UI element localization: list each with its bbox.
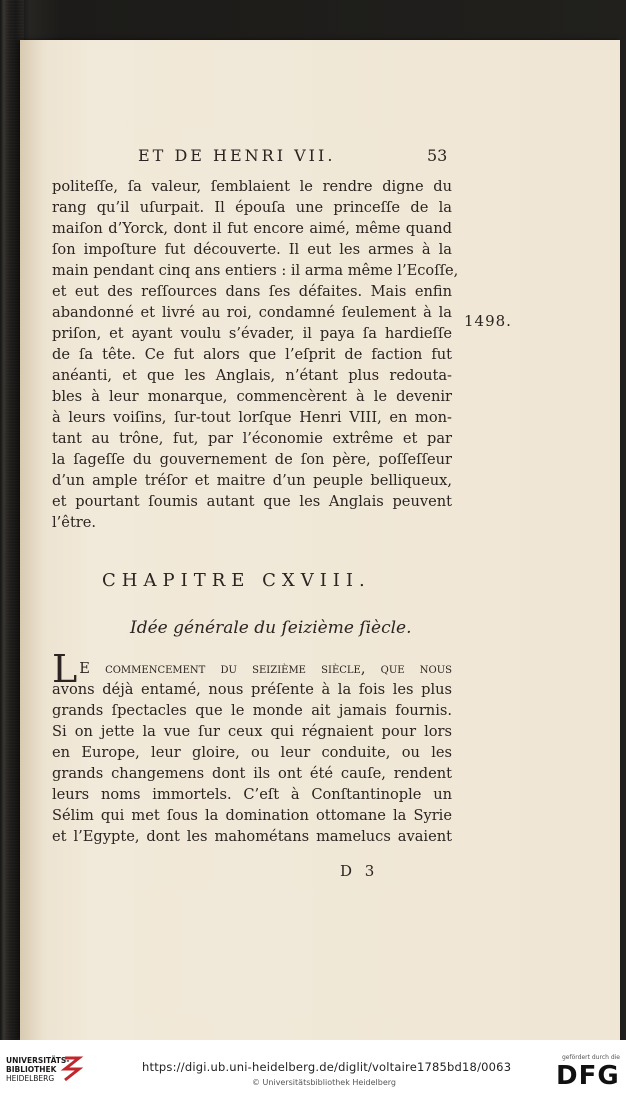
- signature-mark: D 3: [340, 862, 379, 880]
- funder-label: gefördert durch die: [562, 1054, 620, 1061]
- text-line: de ſa tête. Ce fut alors que l’eſprit de faction fut: [52, 346, 452, 363]
- library-mark-icon: [62, 1056, 82, 1082]
- text-line: priſon, et ayant voulu s’évader, il paya ſa hardieſſe: [52, 325, 452, 342]
- text-line: politeſſe, ſa valeur, ſemblaient le rendre digne du: [52, 178, 452, 195]
- page-text: [20, 40, 620, 1040]
- marginal-date: 1498.: [464, 312, 512, 330]
- book-page: [20, 40, 620, 1040]
- running-head-title: ET DE HENRI VII.: [138, 146, 336, 165]
- drop-cap: L: [52, 647, 78, 691]
- text-line: et l’Egypte, dont les mahométans mamelucs avaient: [52, 828, 452, 845]
- text-line: d’un ample tréſor et maitre d’un peuple belliqueux,: [52, 472, 452, 489]
- text-line: l’être.: [52, 514, 97, 531]
- text-line: maiſon d’Yorck, dont il fut encore aimé, même quand: [52, 220, 452, 237]
- text-line: bles à leur monarque, commencèrent à le devenir: [52, 388, 452, 405]
- text-line: tant au trône, fut, par l’économie extrême et par: [52, 430, 452, 447]
- paragraph-1: [52, 176, 459, 533]
- text-line: et pourtant ſoumis autant que les Anglais peuvent: [52, 493, 452, 510]
- page-number: 53: [427, 146, 448, 165]
- paragraph-2: [52, 647, 452, 847]
- running-head: [20, 146, 620, 170]
- library-logo[interactable]: [6, 1056, 69, 1083]
- library-name-line1: UNIVERSITÄTS-: [6, 1056, 70, 1065]
- text-line: Sélim qui met ſous la domination ottomane la Syrie: [52, 807, 452, 824]
- text-line: anéanti, et que les Anglais, n’étant plus redouta-: [52, 367, 452, 384]
- chapter-subtitle: Idée générale du ſeizième ſiècle.: [130, 618, 412, 638]
- text-line: ſon impoſture fut découverte. Il eut les armes à la: [52, 241, 452, 258]
- chapter-heading: CHAPITRE CXVIII.: [102, 570, 371, 591]
- text-line: grands ſpectacles que le monde ait jamais fournis.: [52, 702, 452, 719]
- copyright-notice: © Universitätsbibliothek Heidelberg: [252, 1078, 397, 1087]
- text-line: main pendant cinq ans entiers : il arma même l’Ecoſſe,: [52, 262, 459, 279]
- text-line: avons déjà entamé, nous préſente à la fois les plus: [52, 681, 452, 698]
- library-name-line3: HEIDELBERG: [6, 1074, 55, 1083]
- text-line: en Europe, leur gloire, ou leur conduite, ou les: [52, 744, 452, 761]
- text-line: rang qu’il uſurpait. Il épouſa une princeſſe de la: [52, 199, 452, 216]
- library-name-line2: BIBLIOTHEK: [6, 1065, 57, 1074]
- permalink-url[interactable]: https://digi.ub.uni-heidelberg.de/diglit/voltaire1785bd18/0063: [142, 1060, 512, 1074]
- text-line: grands changemens dont ils ont été cauſe, rendent: [52, 765, 452, 782]
- text-line: la ſageſſe du gouvernement de ſon père, poſſeſſeur: [52, 451, 452, 468]
- text-line: leurs noms immortels. C’eſt à Conſtantinople un: [52, 786, 452, 803]
- first-line-text: E commencement du ſeizième ſiècle, que nous: [79, 660, 452, 677]
- footer-bar: [0, 1040, 626, 1097]
- text-line: abandonné et livré au roi, condamné ſeulement à la: [52, 304, 452, 321]
- text-line: Si on jette la vue ſur ceux qui régnaient pour lors: [52, 723, 452, 740]
- text-line: et eut des reſſources dans ſes défaites. Mais enfin: [52, 283, 452, 300]
- text-line: à leurs voiſins, ſur-tout lorſque Henri VIII, en mon-: [52, 409, 452, 426]
- dfg-logo[interactable]: DFG: [556, 1061, 620, 1091]
